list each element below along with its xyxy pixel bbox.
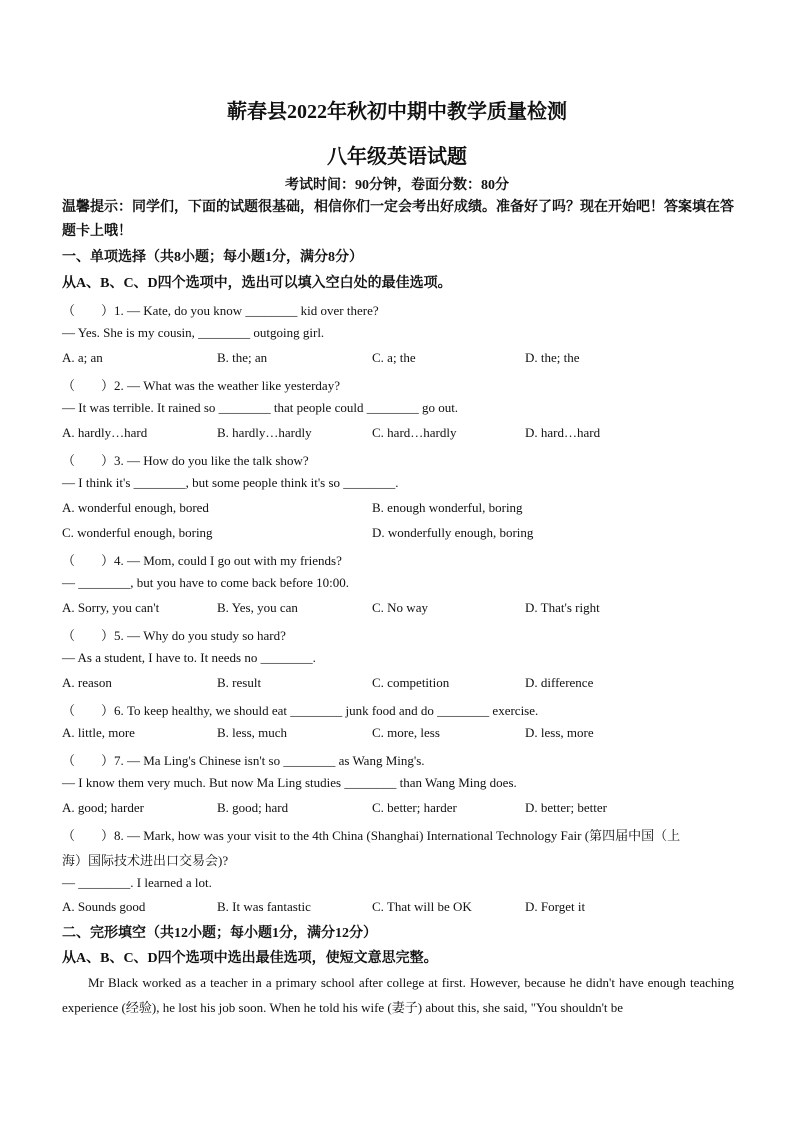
q1-stem: （ ）1. — Kate, do you know ________ kid over there? <box>62 303 379 318</box>
q4-line2: — ________, but you have to come back before 10:00. <box>62 575 350 590</box>
q8-stem: （ ）8. — Mark, how was your visit to the 4th China (Shanghai) International Technology Fair (第四届中国（上 <box>62 828 681 843</box>
q4-option-d: D. That's right <box>525 600 600 615</box>
q3-line2: — I think it's ________, but some people think it's so ________. <box>62 475 399 490</box>
q8-option-a: A. Sounds good <box>62 899 146 914</box>
q5-option-b: B. result <box>217 675 262 690</box>
q3-option-c: C. wonderful enough, boring <box>62 525 213 540</box>
q6-option-b: B. less, much <box>217 725 288 740</box>
q3-option-d: D. wonderfully enough, boring <box>372 525 534 540</box>
exam-info: 考试时间：90分钟，卷面分数：80分 <box>285 178 509 193</box>
q7-stem: （ ）7. — Ma Ling's Chinese isn't so ________ as Wang Ming's. <box>62 753 425 768</box>
q1-option-d: D. the; the <box>525 350 580 365</box>
q5-option-c: C. competition <box>372 675 450 690</box>
q4-stem: （ ）4. — Mom, could I go out with my friends? <box>62 553 342 568</box>
q4-option-a: A. Sorry, you can't <box>62 600 160 615</box>
q8-option-d: D. Forget it <box>525 899 586 914</box>
section2-instruction: 从A、B、C、D四个选项中选出最佳选项，使短文意思完整。 <box>62 951 438 966</box>
q7-option-b: B. good; hard <box>217 800 289 815</box>
exam-subtitle: 八年级英语试题 <box>327 146 467 168</box>
q8-line2: — ________. I learned a lot. <box>62 875 212 890</box>
section1-heading: 一、单项选择（共8小题；每小题1分，满分8分） <box>62 250 363 265</box>
q6-option-a: A. little, more <box>62 725 135 740</box>
q3-stem: （ ）3. — How do you like the talk show? <box>62 453 309 468</box>
q1-option-b: B. the; an <box>217 350 268 365</box>
q2-option-b: B. hardly…hardly <box>217 425 312 440</box>
q6-stem: （ ）6. To keep healthy, we should eat ________ junk food and do ________ exercise. <box>62 703 539 718</box>
q1-option-a: A. a; an <box>62 350 103 365</box>
warm-tip: 温馨提示：同学们，下面的试题很基础，相信你们一定会考出好成绩。准备好了吗？现在开始吧！答案填在答题卡上哦！ <box>62 200 734 239</box>
q7-option-a: A. good; harder <box>62 800 144 815</box>
q2-option-d: D. hard…hard <box>525 425 601 440</box>
cloze-passage <box>62 970 734 1020</box>
q7-line2: — I know them very much. But now Ma Ling studies ________ than Wang Ming does. <box>62 775 517 790</box>
q5-line2: — As a student, I have to. It needs no ________. <box>62 650 316 665</box>
q2-stem: （ ）2. — What was the weather like yesterday? <box>62 378 340 393</box>
q8-option-b: B. It was fantastic <box>217 899 311 914</box>
q2-line2: — It was terrible. It rained so ________ that people could ________ go out. <box>62 400 459 415</box>
section1-instruction: 从A、B、C、D四个选项中，选出可以填入空白处的最佳选项。 <box>62 276 452 291</box>
q5-option-d: D. difference <box>525 675 594 690</box>
q3-option-b: B. enough wonderful, boring <box>372 500 523 515</box>
q4-option-c: C. No way <box>372 600 428 615</box>
q2-option-a: A. hardly…hard <box>62 425 148 440</box>
q6-option-d: D. less, more <box>525 725 594 740</box>
q5-option-a: A. reason <box>62 675 112 690</box>
exam-title: 蕲春县2022年秋初中期中教学质量检测 <box>227 101 567 123</box>
q6-option-c: C. more, less <box>372 725 440 740</box>
section2-heading: 二、完形填空（共12小题；每小题1分，满分12分） <box>62 926 377 941</box>
q7-option-c: C. better; harder <box>372 800 457 815</box>
q3-option-a: A. wonderful enough, bored <box>62 500 209 515</box>
q5-stem: （ ）5. — Why do you study so hard? <box>62 628 286 643</box>
cloze-passage-text: Mr Black worked as a teacher in a primary school after college at first. However, because he didn't have enough teaching experience (经验), he lost his job soon. When he told his wife (妻子) about this, she said, "You shouldn't be <box>62 975 734 1015</box>
q4-option-b: B. Yes, you can <box>217 600 298 615</box>
q2-option-c: C. hard…hardly <box>372 425 457 440</box>
q8-option-c: C. That will be OK <box>372 899 472 914</box>
q1-line2: — Yes. She is my cousin, ________ outgoing girl. <box>62 325 325 340</box>
q7-option-d: D. better; better <box>525 800 607 815</box>
q1-option-c: C. a; the <box>372 350 416 365</box>
q8-stem-cont: 海）国际技术进出口交易会)? <box>62 853 229 868</box>
